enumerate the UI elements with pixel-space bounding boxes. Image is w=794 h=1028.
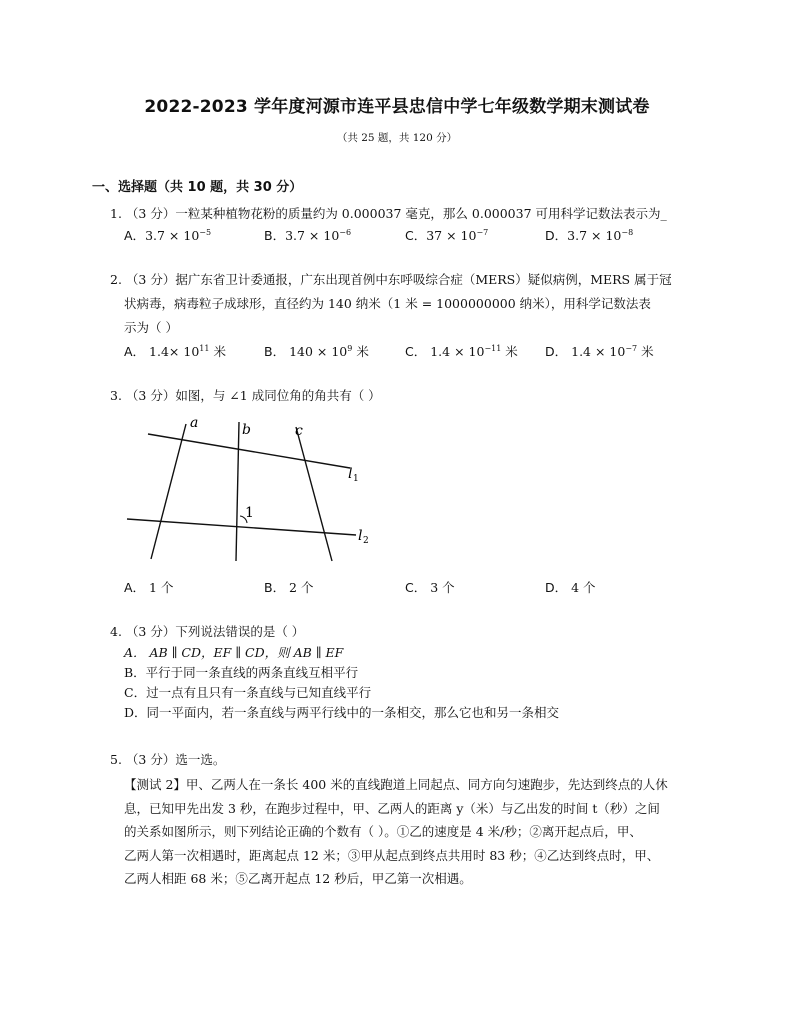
question-2-options [124,342,684,362]
line-c [296,427,332,561]
label-l2: l [358,528,363,544]
label-angle-1: 1 [245,505,254,521]
q5-line-5: 乙两人相距 68 米；⑤乙离开起点 12 秒后，甲乙第一次相遇。 [124,871,472,886]
question-4-options [124,643,684,723]
q1-option-d: D．$3.7 \times 10^{-8}$ [545,228,634,243]
q2-option-d: D． $1.4 \times 10^{-7}$ 米 [545,344,654,359]
q4-option-a: A． AB ∥ CD，EF ∥ CD，则 AB ∥ EF [124,645,344,660]
label-l1: l [348,466,353,482]
question-5-stem: 5. （3 分）选一选。 [110,752,226,767]
question-3-options [124,578,684,598]
q4-option-c: C．过一点有且只有一条直线与已知直线平行 [124,685,372,700]
q2-line-3: 示为（ ） [124,320,178,335]
line-a [151,424,186,559]
q5-line-4: 乙两人第一次相遇时，距离起点 12 米；③甲从起点到终点共用时 83 秒；④乙达到终点时，甲、 [124,847,660,863]
label-l2-subscript: 2 [363,536,369,546]
q1-option-b: B．$3.7 \times 10^{-6}$ [264,228,352,243]
q3-option-c: C． 3 个 [405,580,455,595]
q4-option-b: B．平行于同一条直线的两条直线互相平行 [124,665,359,680]
q2-option-b: B． $140 \times 10^9$ 米 [264,344,369,359]
label-b: b [242,422,251,438]
q3-option-d: D． 4 个 [545,580,596,595]
label-a: a [190,415,199,431]
parallel-lines-figure [118,410,388,570]
q2-line-2: 状病毒，病毒粒子成球形，直径约为 140 纳米（1 米 = 1000000000 纳米），用科学记数法表 [124,296,651,311]
q5-line-3: 的关系如图所示，则下列结论正确的个数有（ ）。①乙的速度是 4 米/秒；②离开起点后，甲、 [124,824,642,839]
question-5-body [124,773,706,891]
q3-option-a: A． 1 个 [124,580,174,595]
question-3-stem: 3. （3 分）如图，与 ∠1 成同位角的角共有（ ） [110,388,381,403]
question-2-stem [110,268,710,340]
section-heading: 一、选择题（共 10 题，共 30 分） [92,180,303,195]
question-1-stem: 1. （3 分）一粒某种植物花粉的质量约为 0.000037 毫克，那么 0.000037 可用科学记数法表示为_ [110,206,667,221]
q2-line-1: 2. （3 分）据广东省卫计委通报，广东出现首例中东呼吸综合症（MERS）疑似病例，MERS 属于冠 [110,272,672,287]
label-c: c [295,423,303,439]
label-l1-subscript: 1 [353,474,359,484]
q5-line-2: 息，已知甲先出发 3 秒，在跑步过程中，甲、乙两人的距离 y（米）与乙出发的时间 t（秒）之间 [124,800,660,816]
q3-option-b: B． 2 个 [264,580,314,595]
question-4-stem: 4. （3 分）下列说法错误的是（ ） [110,624,305,639]
q4-option-d: D．同一平面内，若一条直线与两平行线中的一条相交，那么它也和另一条相交 [124,705,560,720]
page-subtitle: （共 25 题，共 120 分） [336,132,458,144]
q5-line-1: 【测试 2】甲、乙两人在一条长 400 米的直线跑道上同起点、同方向匀速跑步，先达到终点的人休 [124,777,668,792]
question-1-options [124,226,684,246]
page-title: 2022-2023 学年度河源市连平县忠信中学七年级数学期末测试卷 [144,97,650,117]
q2-option-a: A． $1.4\times 10^{11}$ 米 [124,344,226,359]
q1-option-c: C．$37 \times 10^{-7}$ [405,228,489,243]
line-b [236,422,239,561]
q2-option-c: C． $1.4 \times 10^{-11}$ 米 [405,344,518,359]
q1-option-a: A．$3.7 \times 10^{-5}$ [124,228,212,243]
